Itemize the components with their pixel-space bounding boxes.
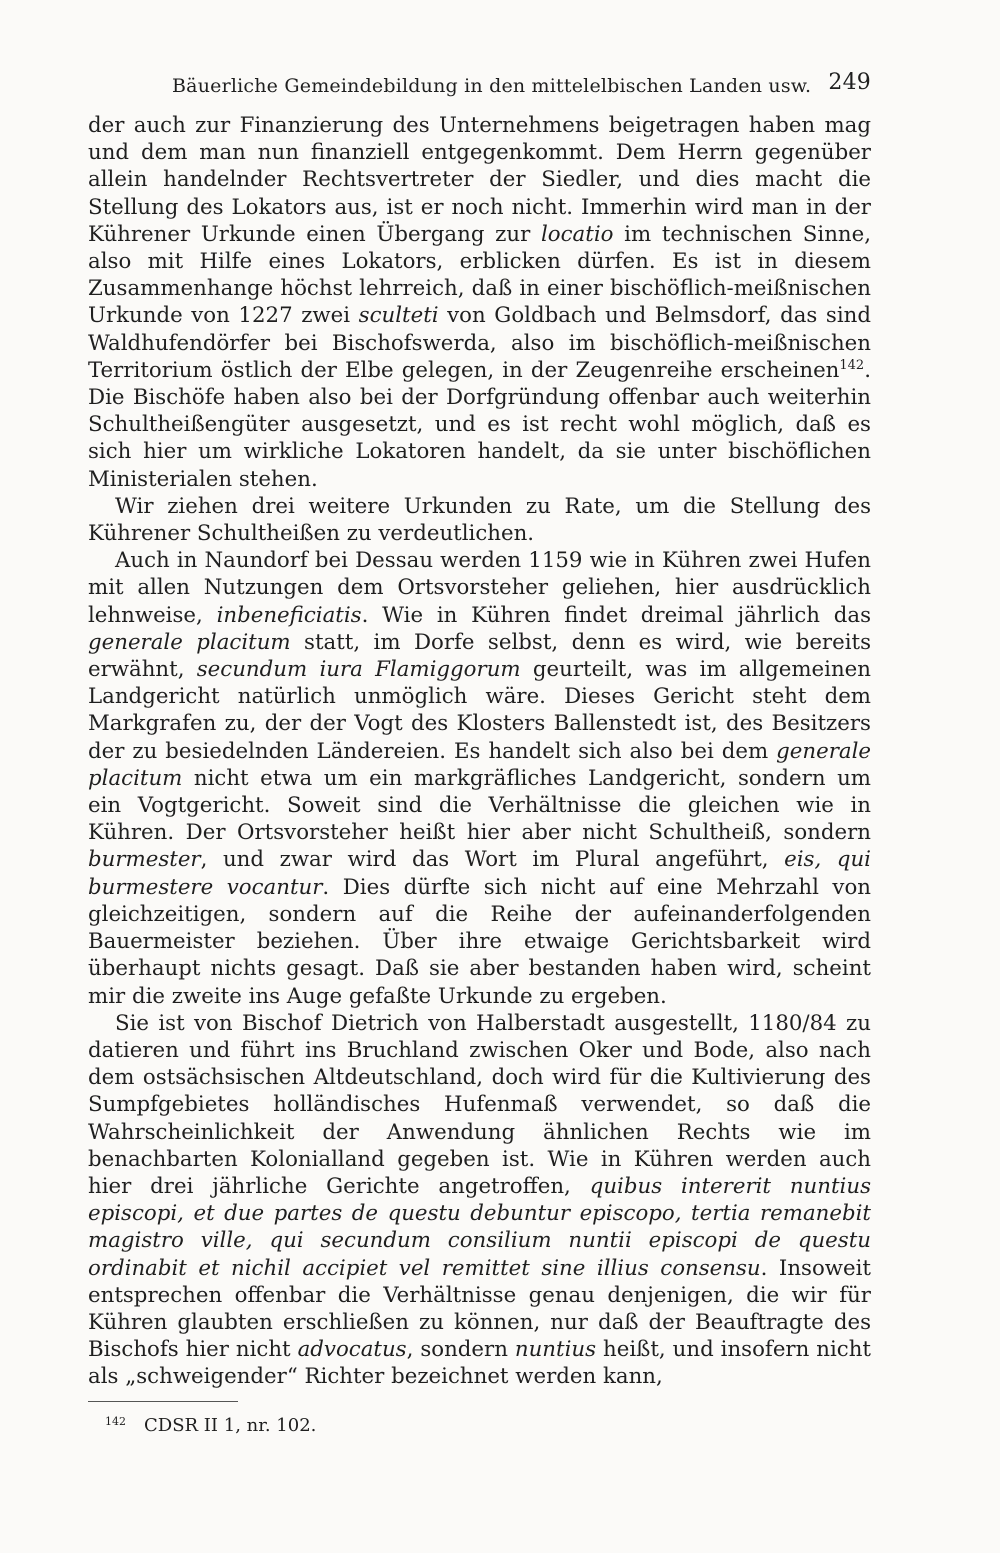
latin-term: burmester	[88, 847, 201, 873]
running-title: Bäuerliche Gemeindebildung in den mittelelbischen Landen usw.	[172, 75, 812, 97]
latin-term: generale placitum	[88, 629, 291, 655]
latin-quote: quibus intererit nuntius episcopi, et due partes de questu debuntur episcopo, tertia remanebit magistro ville, qui secundum consilium nuntii episcopi de questu ordinabit et nichil accipiet vel remittet sine illius consensu	[88, 1173, 872, 1281]
text-segment: im technischen Sinne, also mit Hilfe eines Lokators, erblicken dürfen. Es ist in diesem Zusammenhange höchst lehrreich, daß in einer bischöflich-meißnischen Urkunde von 1227 zwei	[88, 221, 871, 329]
paragraph-4	[88, 1010, 871, 1391]
text-segment: nicht etwa um ein markgräfliches Landgericht, sondern um ein Vogtgericht. Soweit sind die Verhältnisse die gleichen wie in Kühren. Der Ortsvorsteher heißt hier aber nicht Schultheiß, sondern	[88, 765, 871, 846]
footnote-text: CDSR II 1, nr. 102.	[144, 1414, 317, 1436]
text-segment: . Wie in Kühren findet dreimal jährlich das	[361, 602, 871, 628]
footnote	[105, 1410, 871, 1438]
text-segment: . Insoweit entsprechen offenbar die Verhältnisse genau denjenigen, die wir für Kühren glaubten erschließen zu können, nur daß der Beauftragte des Bischofs hier nicht	[88, 1255, 871, 1363]
latin-term: inbeneficiatis	[216, 602, 362, 628]
latin-term: secundum iura Flamiggorum	[196, 657, 521, 683]
latin-term: generale placitum	[88, 738, 871, 791]
latin-term: sculteti	[358, 303, 439, 329]
text-segment: statt, im Dorfe selbst, denn es wird, wie bereits erwähnt,	[88, 629, 872, 683]
text-segment: der auch zur Finanzierung des Unternehmens beigetragen haben mag und dem man nun finanziell entgegenkommt. Dem Herrn gegenüber allein handelnder Rechtsvertreter der Siedler, und dies macht die Stellung des Lokators aus, ist er noch nicht. Immerhin wird man in der Kührener Urkunde einen Übergang zur	[88, 113, 871, 247]
page-number: 249	[828, 70, 871, 95]
text-segment: . Die Bischöfe haben also bei der Dorfgründung offenbar auch weiterhin Schultheißengüter ausgesetzt, und es ist recht wohl möglich, daß es sich hier um wirkliche Lokatoren handelt, da sie unter bischöflichen Ministerialen stehen.	[88, 357, 871, 492]
text-segment: geurteilt, was im allgemeinen Landgericht natürlich unmöglich wäre. Dieses Gericht steht dem Markgrafen zu, der der Vogt des Klosters Ballenstedt ist, des Besitzers der zu besiedelnden Ländereien. Es handelt sich also bei dem	[88, 657, 871, 764]
paragraph-1	[88, 112, 871, 493]
page	[88, 62, 871, 1438]
latin-quote: eis, qui burmestere vocantur	[88, 847, 871, 900]
text-segment: , sondern	[406, 1337, 515, 1363]
latin-term: nuntius	[514, 1337, 597, 1363]
footnote-number: 142	[105, 1414, 126, 1428]
text-segment: , und zwar wird das Wort im Plural angeführt,	[200, 847, 785, 873]
text-segment: Auch in Naundorf bei Dessau werden 1159 wie in Kühren zwei Hufen mit allen Nutzungen dem Ortsvorsteher geliehen, hier ausdrücklich lehnweise,	[88, 548, 871, 628]
text-segment: heißt, und insofern nicht als „schweigender“ Richter bezeichnet werden kann,	[88, 1337, 871, 1390]
text-segment: Wir ziehen drei weitere Urkunden zu Rate, um die Stellung des Kührener Schultheißen zu verdeutlichen.	[88, 493, 871, 547]
text-segment: . Dies dürfte sich nicht auf eine Mehrzahl von gleichzeitigen, sondern auf die Reihe der aufeinanderfolgenden Bauermeister beziehen. Über ihre etwaige Gerichtsbarkeit wird überhaupt nichts gesagt. Daß sie aber bestanden haben wird, scheint mir die zweite ins Auge gefaßte Urkunde zu ergeben.	[88, 874, 871, 1009]
text-segment: von Goldbach und Belmsdorf, das sind Waldhufendörfer bei Bischofswerda, also im bischöflich-meißnischen Territorium östlich der Elbe gelegen, in der Zeugenreihe erscheinen	[88, 303, 871, 383]
body-text	[88, 112, 871, 1391]
paragraph-2	[88, 493, 871, 547]
footnote-reference[interactable]: 142	[839, 357, 865, 373]
footnote-divider	[88, 1401, 238, 1402]
paragraph-3	[88, 547, 871, 1009]
latin-term: advocatus	[297, 1337, 407, 1363]
text-segment: Sie ist von Bischof Dietrich von Halberstadt ausgestellt, 1180/84 zu datieren und führt ins Bruchland zwischen Oker und Bode, also nach dem ostsächsischen Altdeutschland, doch wird für die Kultivierung des Sumpfgebietes holländisches Hufenmaß verwendet, so daß die Wahrscheinlichkeit der Anwendung ähnlichen Rechts wie im benachbarten Kolonialland gegeben ist. Wie in Kühren werden auch hier drei jährliche Gerichte angetroffen,	[88, 1010, 871, 1199]
running-head	[88, 62, 871, 100]
latin-term: locatio	[541, 221, 614, 247]
